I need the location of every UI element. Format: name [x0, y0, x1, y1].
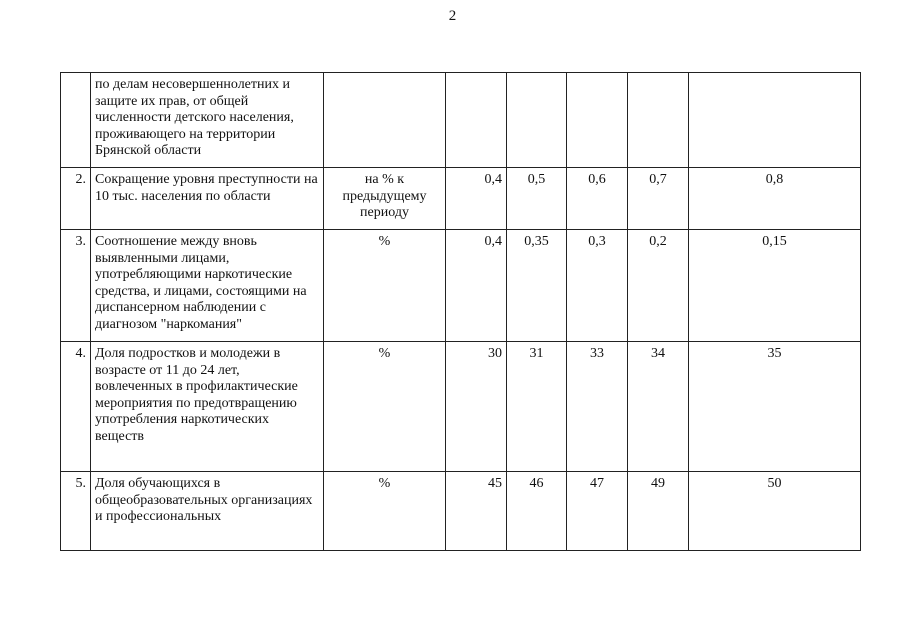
value-cell: 30: [446, 342, 507, 472]
indicator-name: Соотношение между вновь выявленными лицами, употребляющими наркотические средства, и лицами, состоящими на диспансерном наблюдении с диагнозом "наркомания": [91, 230, 324, 342]
table-row: [61, 472, 861, 551]
value-cell: 0,4: [446, 230, 507, 342]
value-cell: [689, 73, 861, 168]
unit-cell: на % к предыдущему периоду: [324, 168, 446, 230]
value-cell: 0,3: [567, 230, 628, 342]
page-number: 2: [448, 8, 457, 24]
value-cell: 0,8: [689, 168, 861, 230]
row-number: 4.: [61, 342, 91, 472]
row-number: 5.: [61, 472, 91, 551]
indicators-table: [60, 72, 861, 551]
value-cell: 35: [689, 342, 861, 472]
value-cell: 46: [507, 472, 567, 551]
indicator-name: Доля обучающихся в общеобразовательных организациях и профессиональных: [91, 472, 324, 551]
value-cell: 47: [567, 472, 628, 551]
value-cell: 0,5: [507, 168, 567, 230]
unit-cell: %: [324, 230, 446, 342]
unit-cell: %: [324, 342, 446, 472]
table-row: [61, 342, 861, 472]
value-cell: [628, 73, 689, 168]
table-row: [61, 73, 861, 168]
value-cell: 49: [628, 472, 689, 551]
indicator-name: Сокращение уровня преступности на 10 тыс. населения по области: [91, 168, 324, 230]
row-number: 3.: [61, 230, 91, 342]
value-cell: 33: [567, 342, 628, 472]
value-cell: 0,6: [567, 168, 628, 230]
value-cell: 50: [689, 472, 861, 551]
value-cell: [446, 73, 507, 168]
row-number: [61, 73, 91, 168]
value-cell: 45: [446, 472, 507, 551]
table-row: [61, 230, 861, 342]
value-cell: [507, 73, 567, 168]
unit-cell: [324, 73, 446, 168]
table-row: [61, 168, 861, 230]
value-cell: 0,35: [507, 230, 567, 342]
value-cell: [567, 73, 628, 168]
value-cell: 0,15: [689, 230, 861, 342]
value-cell: 31: [507, 342, 567, 472]
indicator-name: Доля подростков и молодежи в возрасте от 11 до 24 лет, вовлеченных в профилактические мероприятия по предотвращению употребления наркотических веществ: [91, 342, 324, 472]
unit-cell: %: [324, 472, 446, 551]
value-cell: 0,4: [446, 168, 507, 230]
value-cell: 34: [628, 342, 689, 472]
value-cell: 0,2: [628, 230, 689, 342]
row-number: 2.: [61, 168, 91, 230]
indicator-name: по делам несовершеннолетних и защите их прав, от общей численности детского населения, проживающего на территории Брянской области: [91, 73, 324, 168]
value-cell: 0,7: [628, 168, 689, 230]
